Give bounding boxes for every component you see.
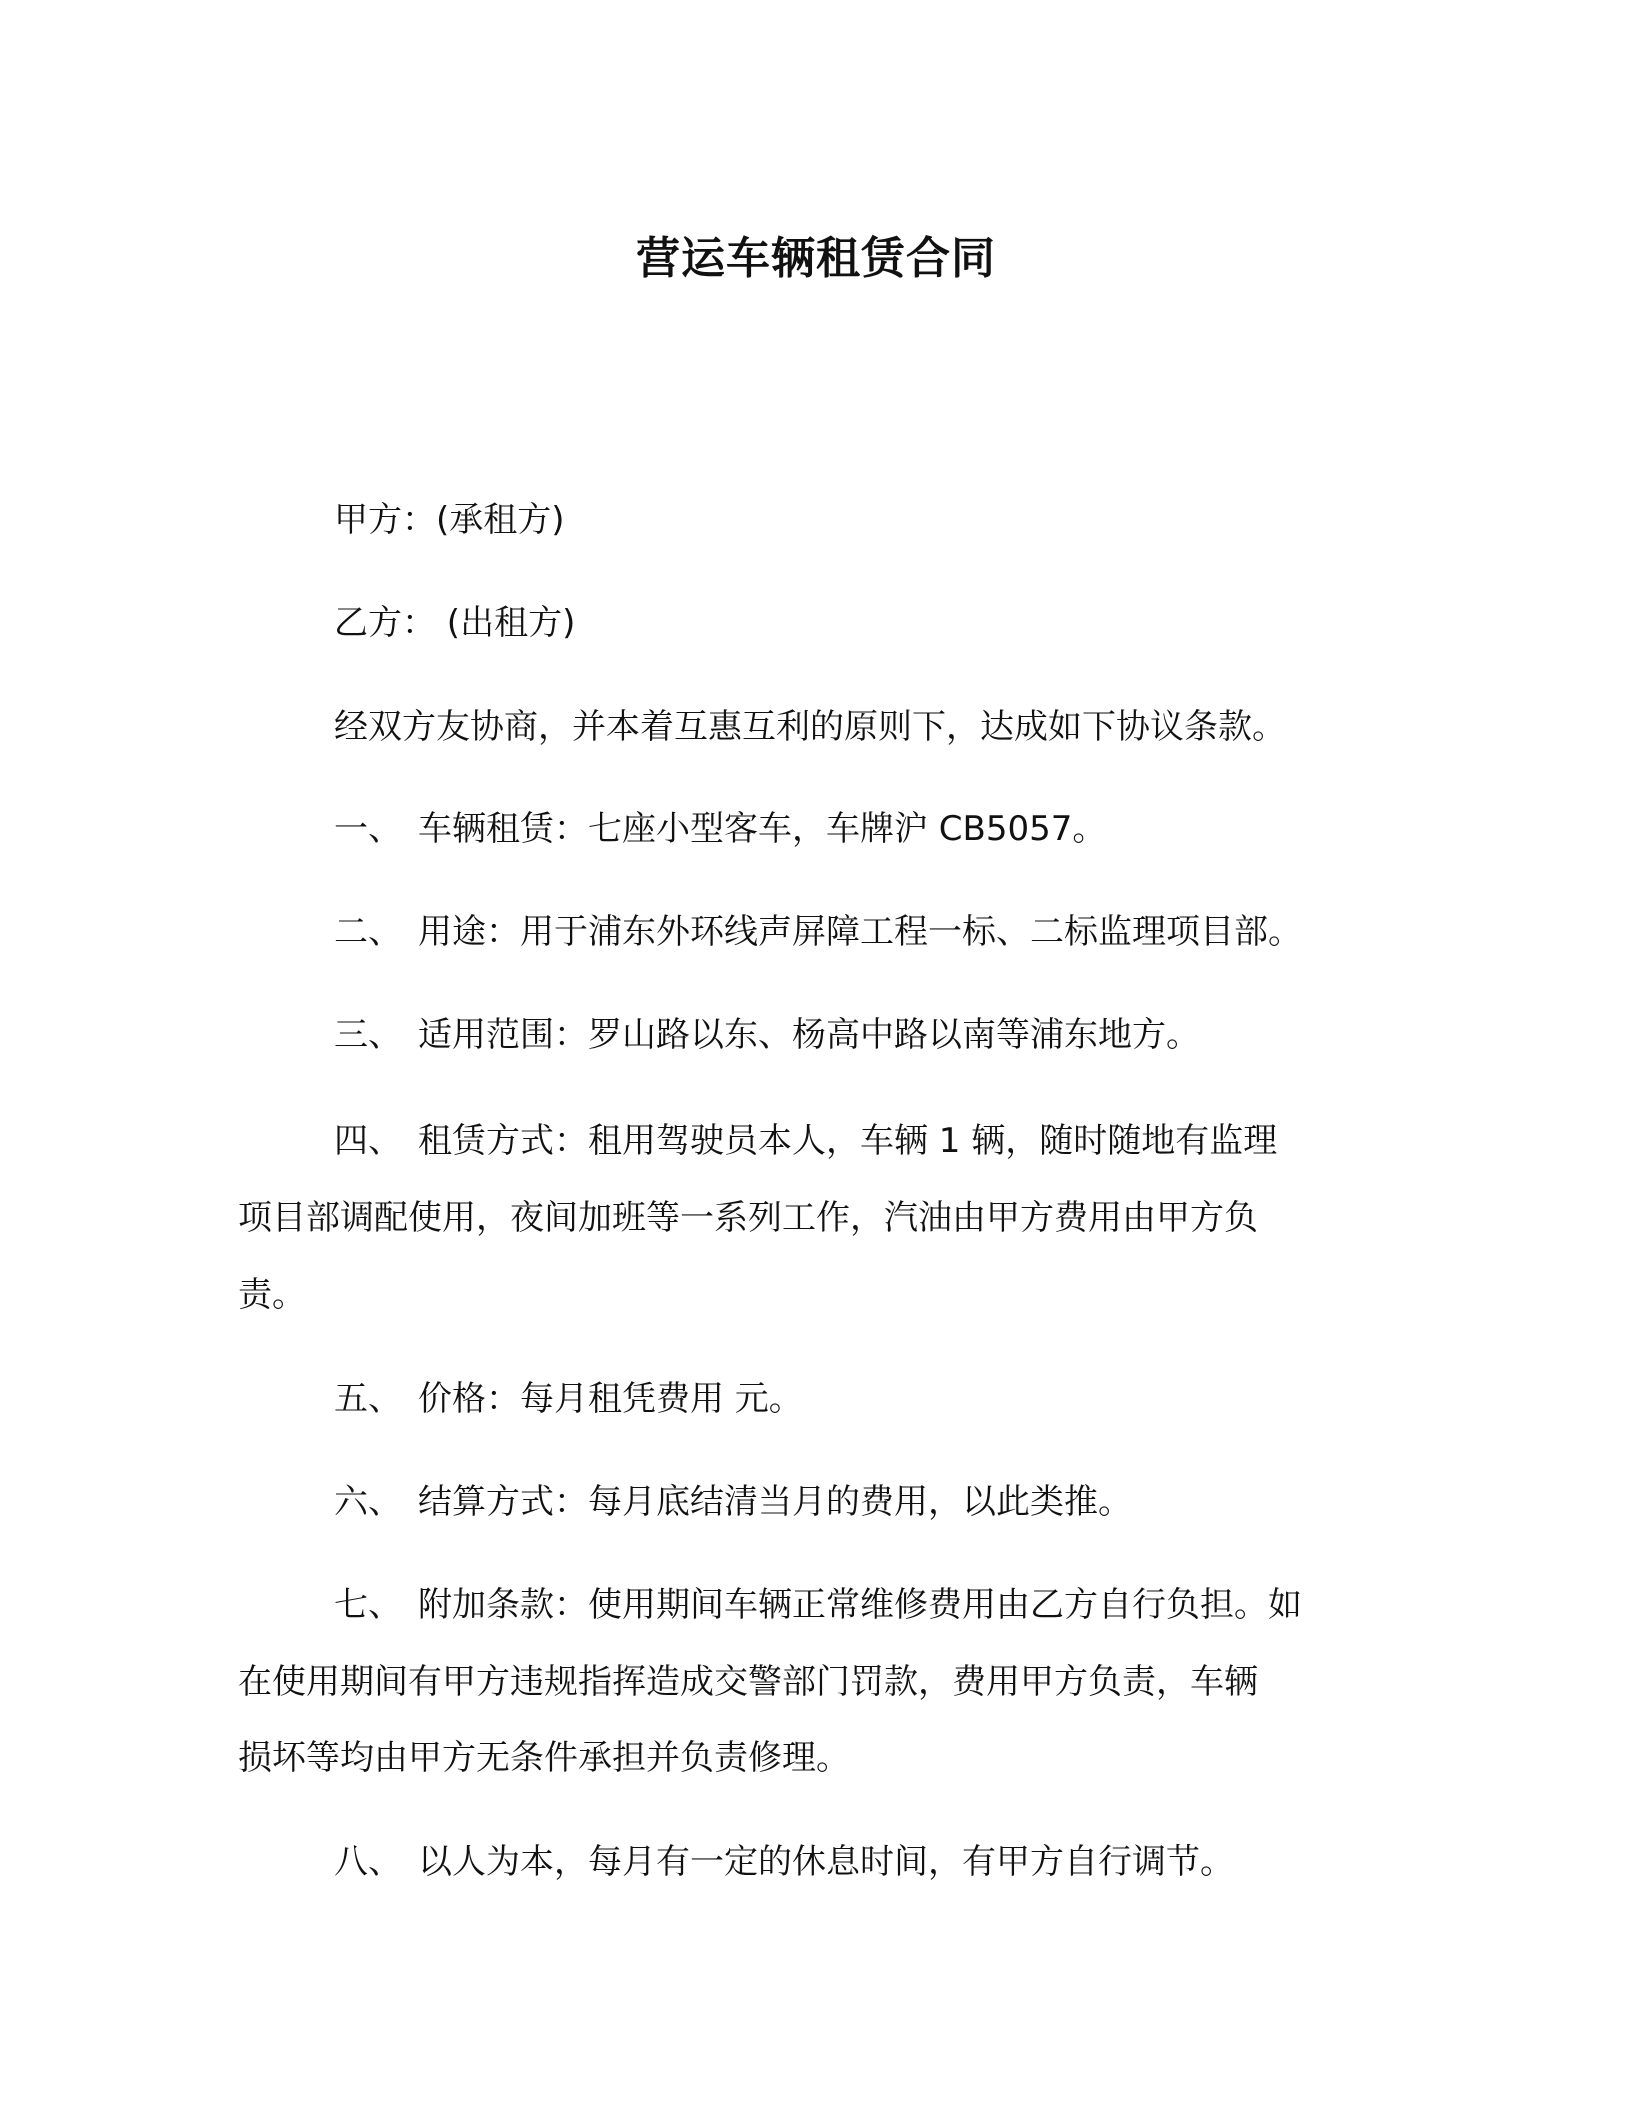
clause-text: 附加条款：使用期间车辆正常维修费用由乙方自行负担。如 [418,1585,1302,1625]
party-a-line: 甲方：(承租方) [334,500,565,540]
clause-number: 五、 [334,1379,402,1419]
clause-8 [334,1842,1234,1882]
preamble-line: 经双方友协商，并本着互惠互利的原则下，达成如下协议条款。 [334,707,1286,747]
clause-4 [334,1121,1277,1161]
party-b-line: 乙方： (出租方) [334,603,576,643]
clause-number: 一、 [334,809,402,849]
clause-number: 二、 [334,912,402,952]
clause-text: 用途：用于浦东外环线声屏障工程一标、二标监理项目部。 [418,912,1302,952]
clause-2 [334,912,1302,952]
clause-number: 四、 [334,1121,402,1161]
clause-7 [334,1585,1302,1625]
clause-3 [334,1015,1200,1055]
clause-6 [334,1482,1132,1522]
clause-number: 七、 [334,1585,402,1625]
clause-text: 适用范围：罗山路以东、杨高中路以南等浦东地方。 [418,1015,1200,1055]
clause-1 [334,809,1106,849]
clause-text: 租赁方式：租用驾驶员本人，车辆 1 辆，随时随地有监理 [418,1121,1278,1161]
clause-text: 车辆租赁：七座小型客车，车牌沪 CB5057。 [418,809,1107,849]
clause-number: 三、 [334,1015,402,1055]
clause-4-continuation-1: 项目部调配使用，夜间加班等一系列工作，汽油由甲方费用由甲方负 [238,1198,1258,1238]
clause-4-continuation-2: 责。 [238,1275,306,1315]
clause-number: 八、 [334,1842,402,1882]
clause-5 [334,1379,803,1419]
clause-text: 以人为本，每月有一定的休息时间，有甲方自行调节。 [418,1842,1234,1882]
clause-number: 六、 [334,1482,402,1522]
clause-7-continuation-2: 损坏等均由甲方无条件承担并负责修理。 [238,1738,850,1778]
clause-7-continuation-1: 在使用期间有甲方违规指挥造成交警部门罚款，费用甲方负责，车辆 [238,1662,1258,1702]
clause-text: 结算方式：每月底结清当月的费用，以此类推。 [418,1482,1132,1522]
document-title: 营运车辆租赁合同 [636,233,996,284]
clause-text: 价格：每月租凭费用 元。 [418,1379,803,1419]
